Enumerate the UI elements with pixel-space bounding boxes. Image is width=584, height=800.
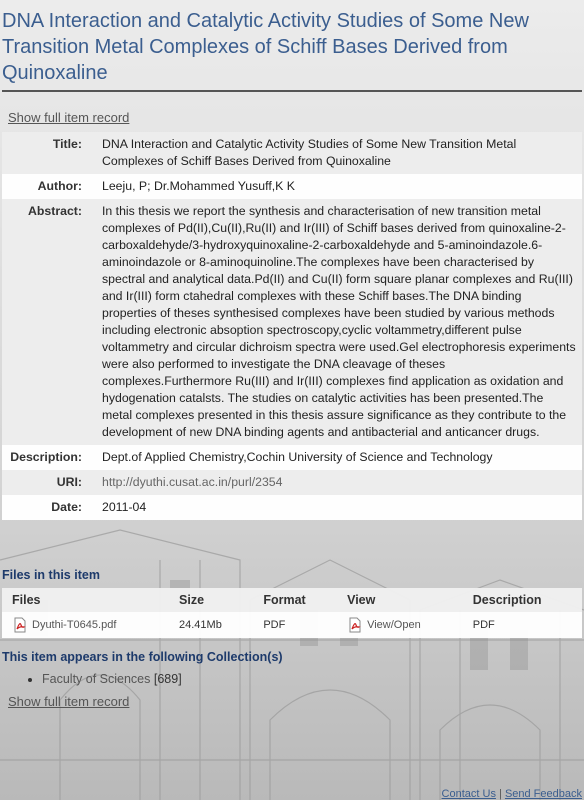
metadata-row-uri xyxy=(2,470,582,495)
title-divider xyxy=(2,90,582,92)
col-files: Files xyxy=(2,588,169,612)
metadata-value xyxy=(96,470,582,495)
file-format: PDF xyxy=(253,612,337,638)
file-link[interactable]: Dyuthi-T0645.pdf xyxy=(32,618,117,631)
metadata-table xyxy=(2,132,582,520)
col-format: Format xyxy=(253,588,337,612)
uri-link[interactable]: http://dyuthi.cusat.ac.in/purl/2354 xyxy=(102,475,283,489)
file-cell xyxy=(2,612,169,638)
metadata-label: Author: xyxy=(2,174,96,199)
metadata-row-author xyxy=(2,174,582,199)
col-size: Size xyxy=(169,588,253,612)
page-title: DNA Interaction and Catalytic Activity Studies of Some New Transition Metal Complexes of Schiff Bases Derived from Quinoxaline xyxy=(2,10,529,84)
footer xyxy=(442,788,582,800)
collections-heading: This item appears in the following Collection(s) xyxy=(2,650,283,664)
send-feedback-link[interactable]: Send Feedback xyxy=(504,788,582,800)
file-description: PDF xyxy=(463,612,582,638)
metadata-value: DNA Interaction and Catalytic Activity Studies of Some New Transition Metal Complexes of Schiff Bases Derived from Quinoxaline xyxy=(96,132,582,174)
metadata-row-title xyxy=(2,132,582,174)
metadata-label: Title: xyxy=(2,132,96,174)
contact-us-link[interactable]: Contact Us xyxy=(441,788,496,800)
files-heading: Files in this item xyxy=(2,568,100,582)
collection-count: [689] xyxy=(153,672,182,686)
metadata-row-abstract xyxy=(2,199,582,445)
files-table xyxy=(2,588,582,638)
collections-list xyxy=(0,672,584,686)
file-size: 24.41Mb xyxy=(169,612,253,638)
footer-separator: | xyxy=(499,788,502,800)
list-item xyxy=(42,672,584,686)
metadata-row-date xyxy=(2,495,582,520)
file-row xyxy=(2,612,582,638)
view-cell xyxy=(337,612,463,638)
metadata-value: Leeju, P; Dr.Mohammed Yusuff,K K xyxy=(96,174,582,199)
pdf-icon[interactable] xyxy=(12,617,28,633)
show-full-record-link-top[interactable]: Show full item record xyxy=(8,110,130,125)
show-full-record-link-bottom[interactable]: Show full item record xyxy=(8,694,130,709)
metadata-label: Description: xyxy=(2,445,96,470)
files-header-row xyxy=(2,588,582,612)
view-open-link[interactable]: View/Open xyxy=(367,618,421,631)
col-view: View xyxy=(337,588,463,612)
metadata-value: 2011-04 xyxy=(96,495,582,520)
metadata-label: URI: xyxy=(2,470,96,495)
col-description: Description xyxy=(463,588,582,612)
metadata-label: Abstract: xyxy=(2,199,96,445)
metadata-value: Dept.of Applied Chemistry,Cochin University of Science and Technology xyxy=(96,445,582,470)
metadata-value: In this thesis we report the synthesis and characterisation of new transition metal complexes of Pd(II),Cu(II),Ru(II) and Ir(III) of Schiff bases derived from quinoxaline-2-carboxaldehyde/3-hydroxyquinoxaline-2-carboxaldehyde and 5-aminoindazole.6-aminoindazole or 8-aminoquinoline.The complexes have been characterised by spectral and analytical data.Pd(II) and Cu(II) form square planar complexes and Ru(III) and Ir(III) form ctahedral complexes with these Schiff bases.The DNA binding properties of theses synthesised complexes have been studied by various methods including electronic absoption spectroscopy,cyclic voltammetry,different pulse voltammetry and circular dichroism spectra were used.Gel electrophoresis experiments were also performed to investigate the DNA cleavage of theses complexes.Furthermore Ru(III) and Ir(III) complexes find application as oxidation and hydogenation catalsts. The studies on catalytic activities has been presented.The metal complexes presented in this thesis assure significance as they contribute to the development of new DNA binding agents and antibacterial and anticancer drugs. xyxy=(96,199,582,445)
collection-link-faculty-of-sciences[interactable]: Faculty of Sciences xyxy=(42,672,151,686)
metadata-row-description xyxy=(2,445,582,470)
metadata-label: Date: xyxy=(2,495,96,520)
pdf-icon[interactable] xyxy=(347,617,363,633)
